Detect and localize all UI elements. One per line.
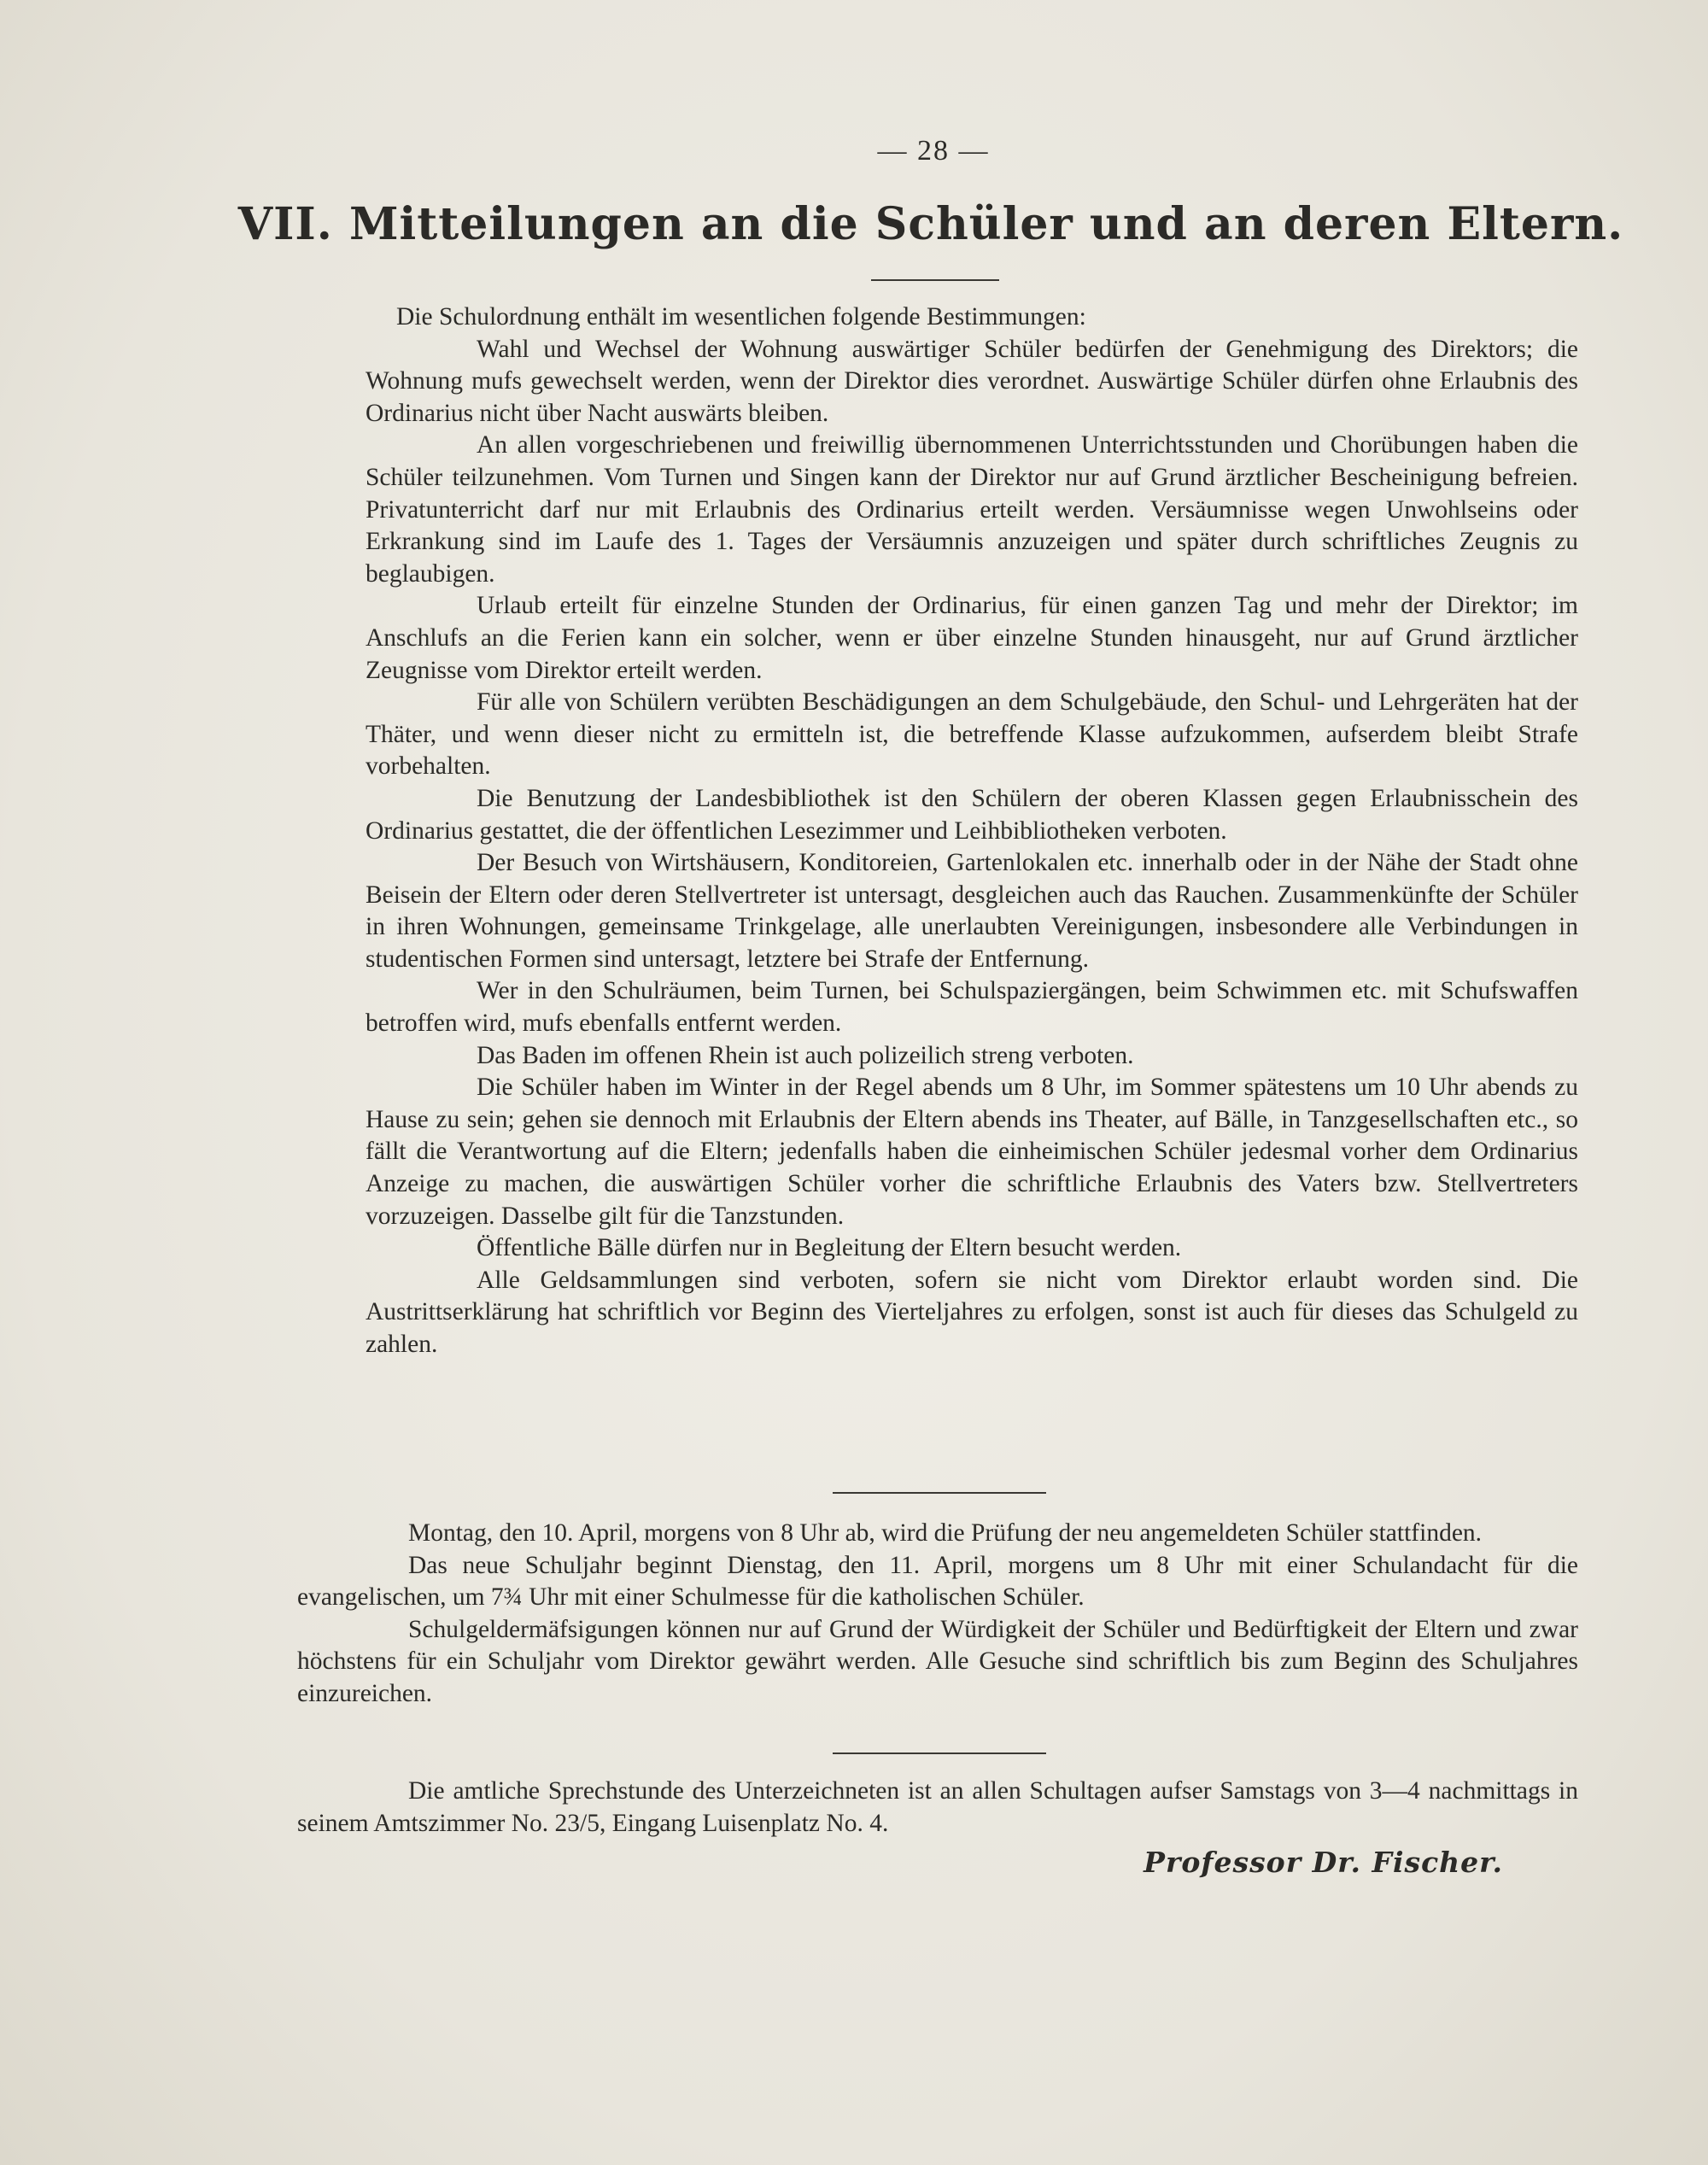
signature: Professor Dr. Fischer. — [1144, 1846, 1503, 1879]
section-title: VII. Mitteilungen an die Schüler und an deren Eltern. — [237, 198, 1624, 250]
office-hours-section — [297, 1776, 1578, 1840]
rules-paragraph: Wer in den Schulräumen, beim Turnen, bei Schulspaziergängen, beim Schwimmen etc. mit Schufswaffen betroffen wird, mufs ebenfalls entfernt werden. — [366, 977, 1578, 1038]
rules-paragraph: An allen vorgeschriebenen und freiwillig übernommenen Unterrichtsstunden und Chorübungen haben die Schüler teilzunehmen. Vom Turnen und Singen kann der Direktor nur auf Grund ärztlicher Bescheinigung befreien. Privatunterricht darf nur mit Erlaubnis des Ordinarius erteilt werden. Versäumnisse wegen Unwohlseins oder Erkrankung sind im Laufe des 1. Tages der Versäumnis anzuzeigen und später durch schriftliches Zeugnis zu beglaubigen. — [366, 431, 1578, 588]
rules-paragraph: Die Schüler haben im Winter in der Regel abends um 8 Uhr, im Sommer spätestens um 10 Uhr abends zu Hause zu sein; gehen sie dennoch mit Erlaubnis der Eltern abends ins Theater, auf Bälle, in Tanzgesellschaften etc., so fällt die Verantwortung auf die Eltern; jedenfalls haben die einheimischen Schüler jedesmal vorher dem Ordinarius Anzeige zu machen, die auswärtigen Schüler vorher die schriftliche Erlaubnis des Vaters bzw. Stellvertreters vorzuzeigen. Dasselbe gilt für die Tanzstunden. — [366, 1074, 1578, 1230]
rules-paragraph: Die Benutzung der Landesbibliothek ist den Schülern der oberen Klassen gegen Erlaubnisschein des Ordinarius gestattet, die der öffentlichen Lesezimmer und Leihbibliotheken verboten. — [366, 784, 1578, 845]
announcement-paragraph: Montag, den 10. April, morgens von 8 Uhr ab, wird die Prüfung der neu angemeldeten Schüler stattfinden. — [408, 1519, 1483, 1547]
divider-rule — [871, 279, 999, 281]
divider-rule — [833, 1492, 1046, 1494]
rules-paragraph: Der Besuch von Wirtshäusern, Konditoreien, Gartenlokalen etc. innerhalb oder in der Nähe der Stadt ohne Beisein der Eltern oder deren Stellvertreter ist untersagt, desgleichen auch das Rauchen. Zusammenkünfte der Schüler in ihren Wohnungen, gemeinsame Trinkgelage, alle unerlaubten Vereinigungen, insbesondere alle Verbindungen in studentischen Formen sind untersagt, letztere bei Strafe der Entfernung. — [366, 849, 1578, 973]
rules-paragraph: Urlaub erteilt für einzelne Stunden der Ordinarius, für einen ganzen Tag und mehr der Direktor; im Anschlufs an die Ferien kann ein solcher, wenn er über einzelne Stunden hinausgeht, nur auf Grund ärztlicher Zeugnisse vom Direktor erteilt werden. — [366, 592, 1578, 684]
rules-paragraph: Das Baden im offenen Rhein ist auch polizeilich streng verboten. — [477, 1041, 1134, 1069]
page-number: — 28 — — [877, 135, 990, 167]
office-hours-paragraph: Die amtliche Sprechstunde des Unterzeichneten ist an allen Schultagen aufser Samstags von 3—4 nachmittags in seinem Amtszimmer No. 23/5, Eingang Luisenplatz No. 4. — [297, 1777, 1578, 1837]
rules-paragraph: Für alle von Schülern verübten Beschädigungen an dem Schulgebäude, den Schul- und Lehrgeräten hat der Thäter, und wenn dieser nicht zu ermitteln ist, die betreffende Klasse aufzukommen, aufserdem bleibt Strafe vorbehalten. — [366, 688, 1578, 781]
rules-paragraph: Alle Geldsammlungen sind verboten, sofern sie nicht vom Direktor erlaubt worden sind. Die Austrittserklärung hat schriftlich vor Beginn des Vierteljahres zu erfolgen, sonst ist auch für dieses das Schulgeld zu zahlen. — [366, 1266, 1578, 1358]
rules-paragraph: Wahl und Wechsel der Wohnung auswärtiger Schüler bedürfen der Genehmigung des Direktors; die Wohnung mufs gewechselt werden, wenn der Direktor dies verordnet. Auswärtige Schüler dürfen ohne Erlaubnis des Ordinarius nicht über Nacht auswärts bleiben. — [366, 335, 1578, 427]
school-rules-section — [366, 301, 1578, 1361]
rules-intro-paragraph: Die Schulordnung enthält im wesentlichen folgende Bestimmungen: — [396, 303, 1086, 331]
divider-rule — [833, 1752, 1046, 1754]
announcement-paragraph: Das neue Schuljahr beginnt Dienstag, den 11. April, morgens um 8 Uhr mit einer Schulandacht für die evangelischen, um 7¾ Uhr mit einer Schulmesse für die katholischen Schüler. — [297, 1551, 1578, 1612]
announcements-section — [297, 1518, 1578, 1711]
announcement-paragraph: Schulgeldermäfsigungen können nur auf Grund der Würdigkeit der Schüler und Bedürftigkeit der Eltern und zwar höchstens für ein Schuljahr vom Direktor gewährt werden. Alle Gesuche sind schriftlich bis zum Beginn des Schuljahres einzureichen. — [297, 1615, 1578, 1707]
rules-paragraph: Öffentliche Bälle dürfen nur in Begleitung der Eltern besucht werden. — [477, 1234, 1182, 1262]
